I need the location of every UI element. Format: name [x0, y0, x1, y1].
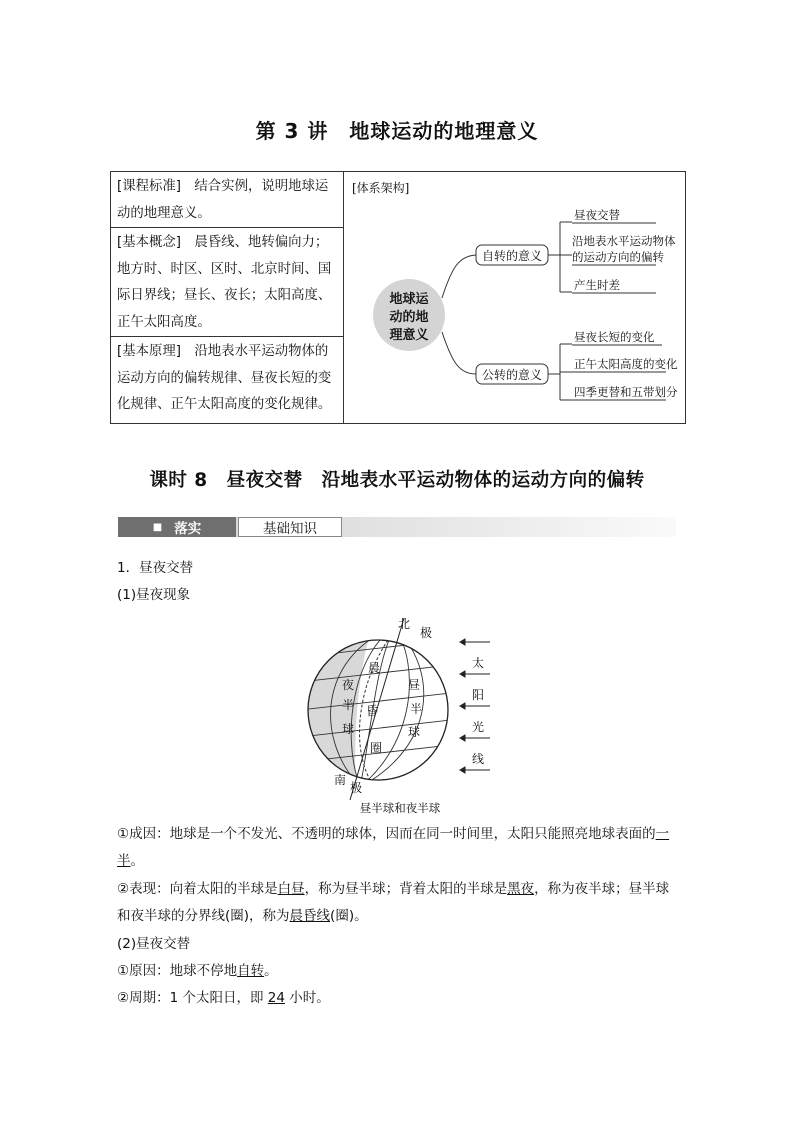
- manifest-underline-2: 黑夜: [507, 881, 535, 897]
- standard-text-cont: 动的地理意义。: [117, 205, 211, 221]
- principle-text-2: 运动方向的偏转规律、昼夜长短的变: [117, 370, 332, 386]
- night-char-1: 夜: [342, 678, 355, 692]
- manifest-text-b: ，称为昼半球；背着太阳的半球是: [304, 881, 508, 897]
- reason-text: ①原因：地球不停地: [117, 963, 238, 979]
- manifest-underline-3: 晨昏线: [289, 908, 331, 924]
- connector-rotation: [442, 255, 476, 298]
- manifest-text-e: (圈)。: [330, 908, 368, 924]
- sun-char-4: 线: [472, 752, 485, 766]
- day-night-hemisphere-figure: [300, 612, 500, 822]
- paragraph-manifestation: [117, 876, 682, 930]
- center-line3: 理意义: [389, 328, 429, 343]
- revolution-item-3: 四季更替和五带划分: [574, 385, 678, 399]
- overview-left-cell: [111, 172, 344, 424]
- cause-underline: 一半: [117, 826, 670, 869]
- paragraph-cause: [117, 821, 682, 875]
- period-end: 小时。: [284, 990, 330, 1006]
- manifest-text-c: ，称为夜半球；昼半: [534, 881, 656, 897]
- sun-char-3: 光: [472, 720, 485, 734]
- manifest-underline-1: 白昼: [277, 881, 305, 897]
- south-label-2: 极: [350, 781, 363, 795]
- chapter-title: 第 3 讲 地球运动的地理意义: [255, 119, 539, 143]
- basic-principle-block: [111, 336, 343, 423]
- connector-revolution: [442, 332, 476, 374]
- rotation-item-2a: 沿地表水平运动物体: [572, 234, 676, 248]
- concept-text-4: 正午太阳高度。: [117, 314, 211, 330]
- center-line2: 动的地: [389, 310, 429, 325]
- north-label-1: 北: [398, 617, 411, 631]
- day-char-1: 昼: [408, 678, 421, 692]
- concept-text-3: 际日界线；昼长、夜长；太阳高度、: [117, 288, 332, 303]
- cause-end: 。: [130, 853, 144, 869]
- reason-underline: 自转: [237, 963, 265, 979]
- cause-text: ①成因：地球是一个不发光、不透明的球体，因而在同一时间里，太阳只能照亮地球表面的: [117, 826, 656, 842]
- rotation-item-2b: 的运动方向的偏转: [572, 250, 664, 264]
- concept-tag: [基本概念]: [117, 235, 182, 250]
- sun-char-1: 太: [472, 656, 485, 670]
- overview-table: [110, 171, 686, 424]
- principle-text: 沿地表水平运动物体的: [194, 344, 329, 359]
- course-standard-block: [111, 172, 343, 227]
- manifest-text-d: 球和夜半球的分界线(圈)，称为: [117, 881, 670, 924]
- standard-tag: [课程标准]: [117, 179, 182, 194]
- night-char-2: 半: [342, 698, 355, 712]
- terminator-char-1: 晨: [368, 661, 381, 675]
- north-label-2: 极: [420, 626, 433, 640]
- heading-day-night-alternation: 1．昼夜交替: [117, 560, 194, 576]
- revolution-label: 公转的意义: [481, 368, 543, 382]
- south-label-1: 南: [334, 773, 347, 787]
- paragraph-period: [117, 985, 330, 1012]
- subheading-day-night-phenomenon: (1)昼夜现象: [117, 587, 191, 603]
- principle-text-3: 化规律、正午太阳高度的变化规律。: [117, 397, 332, 412]
- section-marker: ■: [152, 521, 163, 533]
- rotation-label: 自转的意义: [481, 249, 543, 263]
- rotation-bracket: [548, 222, 572, 292]
- sun-char-2: 阳: [472, 688, 485, 702]
- revolution-item-2: 正午太阳高度的变化: [574, 357, 678, 371]
- period-text: ②周期：1 个太阳日，即: [117, 990, 268, 1006]
- rotation-item-3: 产生时差: [574, 278, 620, 292]
- section-tab-light: 基础知识: [238, 517, 342, 537]
- day-char-2: 半: [410, 702, 423, 716]
- figure-caption: 昼半球和夜半球: [359, 801, 441, 815]
- lesson-title: 课时 8 昼夜交替 沿地表水平运动物体的运动方向的偏转: [149, 470, 645, 491]
- subheading-alternation: (2)昼夜交替: [117, 936, 191, 952]
- terminator-char-3: 圈: [370, 741, 383, 755]
- terminator-char-2: 昏: [366, 704, 379, 718]
- revolution-item-1: 昼夜长短的变化: [574, 330, 655, 344]
- manifest-text-a: ②表现：向着太阳的半球是: [117, 881, 278, 897]
- concept-text-2: 地方时、时区、区时、北京时间、国: [117, 261, 332, 277]
- principle-tag: [基本原理]: [117, 344, 182, 359]
- mindmap-diagram: [344, 172, 686, 417]
- concept-text: 晨昏线、地转偏向力；: [194, 235, 329, 250]
- basic-concept-block: [111, 227, 343, 336]
- reason-end: 。: [264, 963, 278, 979]
- paragraph-reason: [117, 958, 278, 985]
- rotation-item-1: 昼夜交替: [574, 208, 620, 222]
- section-tab-dark-label: 落实: [174, 521, 202, 537]
- mindmap-header: [体系架构]: [352, 181, 410, 195]
- standard-text: 结合实例，说明地球运: [194, 179, 329, 194]
- period-underline: 24: [267, 990, 285, 1006]
- center-line1: 地球运: [389, 292, 429, 307]
- section-tab-dark: [118, 517, 236, 537]
- revolution-bracket: [548, 344, 572, 400]
- overview-right-cell: [344, 172, 686, 424]
- day-char-3: 球: [408, 725, 421, 739]
- night-char-3: 球: [342, 722, 355, 736]
